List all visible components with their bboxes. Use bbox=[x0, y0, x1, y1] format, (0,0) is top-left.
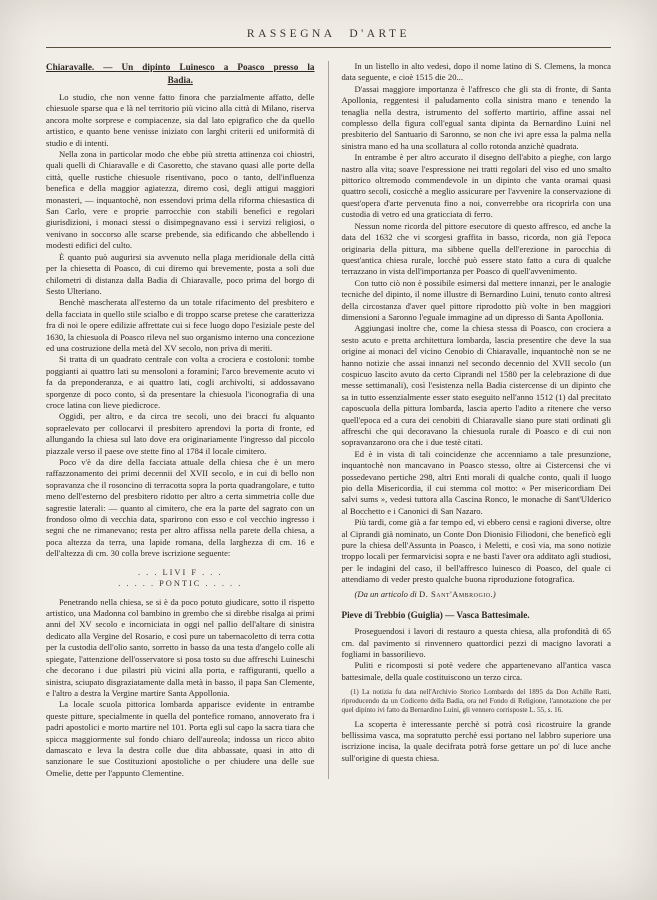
article-attribution bbox=[342, 589, 612, 600]
journal-masthead: RASSEGNA D'ARTE bbox=[246, 28, 411, 40]
body-paragraph: Aggiungasi inoltre che, come la chiesa stessa di Poasco, con crociera a sesto acuto e pretta architettura lombarda, lascia presentire che deve la sua origine ai monaci del vicino Cenobio di Chiaravalle, inquantochè non se ne hanno notizie che assai innanzi nel secondo decennio del XVII secolo (un cospicuo lascito avuto da certo Ciprandi nel 1580 per la celebrazione di due messe settimanali), così l'esistenza nella Badia cistercense di un dipinto che sa in tutto essenzialmente esser stato eseguito nell'anno 1512 (1) dal precitato caposcuola della pittura lombarda, lascia aperto l'adito a ritenere che verso quell'epoca ed a cura dei cenobiti di Chiaravalle siano pure stati ordinati gli affreschi che qui decoravano la chiesuola rurale di Poasco e di cui non sopravanzarono ora che i due testè citati. bbox=[341, 323, 611, 448]
inscription-line: . . . LIVI F . . . bbox=[137, 567, 223, 577]
body-paragraph: Penetrando nella chiesa, se si è da poco potuto giudicare, sotto il rispetto artistico, una Madonna col bambino in grembo che si direbbe risalga ai primi anni del XV secolo e incorniciata in oggi nel pallio dell'altare di sinistra dedicato alla Vergine del Rosario, e così pure un tabernacoletto di terra cotta per la custodia dell'olio santo, sorretto in basso da una testa d'angelo colle ali spiegate, l'attenzione dell'osservatore si posa tosto su due affreschi Luineschi che decorano i due pilastri più vicini alla porta, e raffiguranti, quello a sinistra, sciupato disgraziatamente dalla metà in basso, il papa San Clemente, e l'altro a destra la Vergine martire Santa Appollonia. bbox=[46, 596, 315, 698]
attribution-suffix: .) bbox=[490, 588, 496, 599]
body-paragraph: Più tardi, come già a far tempo ed, vi ebbero censi e ragioni diverse, oltre al Ciprandi già nominato, un Conte Don Dionisio Filiodoni, che beneficò egli pure la chiesa dell'Assunta in Poasco, i Meletti, e così via, ma sono notizie troppo locali per fermarvicisi sopra e ne basti l'aver ora additato agli studiosi, per le indagini del caso, il bell'affresco luinesco di Poasco, del quale ci attendiamo di veder presto qualche buona riproduzione fotografica. bbox=[341, 517, 611, 585]
body-paragraph: Lo studio, che non venne fatto finora che parzialmente affatto, delle chiesuole sparse qua e là nel territorio più vicino alla città di Milano, riserva ancora molte sorprese e compiacenze, sia dal lato epigrafico che da quello artistico, e quanto bene venisse iniziato con larghi criterii ed uniformità di studio e di intenti. bbox=[46, 92, 315, 148]
inscription-line: . . . . . PONTIC . . . . . bbox=[118, 579, 243, 589]
two-column-layout bbox=[46, 61, 611, 779]
body-paragraph: D'assai maggiore importanza è l'affresco che gli sta di fronte, di Santa Apollonia, reggentesi il paludamento colla sinistra mano e tenendo la tenaglia nella destra, istrumento del sofferto martirio, affine assai nel complesso della figura coll'egual santa dipinta da Bernardino Luini nel presbiterio del Santuario di Saronno, se non che ivi apre essa la palma nella sinistra mano ed ha una scollatura al collo rotonda anzichè quadrata. bbox=[341, 83, 611, 151]
body-paragraph: In entrambe è per altro accurato il disegno dell'abito a pieghe, con largo nastro alla vita; soave l'espressione nei tratti regolari del viso ed uno smalto pittorico oltremodo commendevole in un dipinto che vanta oramai quasi quattro secoli, cosicchè a meglio assicurare per l'avvenire la conservazione di quest'opera d'arte pervenuta fino a noi, converrebbe ora ricoprirla con una custodia di vetro ed una graticciata di ferro. bbox=[341, 152, 611, 220]
body-paragraph: È quanto può augurirsi sia avvenuto nella plaga meridionale della città per la chiesetta di Poasco, di cui diremo qui brevemente, posta a soli due chilometri di distanza dalla Badia di Chiaravalle, poco prima del borgo di Sesto Ulteriano. bbox=[46, 251, 315, 296]
body-paragraph: Nella zona in particolar modo che ebbe più stretta attinenza coi chiostri, quali quelli di Chiaravalle e di Casoretto, che stavano quasi alle porte della città, quelle rustiche chiesuole risentivano, poco o tanto, dell'influenza benefica e della maggior agiatezza, diremo così, degli attigui maggiori monasteri, — inquantochè, non essendovi prima della riforma chiesastica di San Carlo, vere e proprie parrocchie con stabili benefici e regolari giurisdizioni, i monaci stessi o disimpegnavano essi i servizi religiosi, o venivano in soccorso alle scarse prebende, sia edificando che abbellendo i modesti edifici del culto. bbox=[46, 149, 315, 251]
body-paragraph: Si tratta di un quadrato centrale con volta a crociera e costoloni: tombe poggianti ai quattro lati su mensoloni a foramini; l'arco brevemente acuto vi fa da preponderanza, e ai quattro lati, cogli archivolti, si addossavano sporgenze di poco conto, sì da presentare la chiesuola l'iconografia di una croce latina con lieve piedicroce. bbox=[46, 354, 315, 410]
latin-inscription bbox=[46, 567, 315, 590]
right-column bbox=[329, 61, 612, 764]
body-paragraph: Con tutto ciò non è possibile esimersi dal mettere innanzi, per le analogie tecniche del dipinto, il nome illustre di Bernardino Luini, tenuto conto altresì della circostanza d'aver quel pittore riprodotto più volte in ben maggiori dimensioni a Saronno l'eguale immagine ad un dipresso di Santa Apollonia. bbox=[341, 277, 611, 322]
body-paragraph: In un listello in alto vedesi, dopo il nome latino di S. Clemens, la monca data seguente, e cioè 1515 die 20... bbox=[341, 61, 611, 83]
article-title-line-2: Badia. bbox=[167, 75, 193, 85]
body-paragraph: Poco v'è da dire della facciata attuale della chiesa che è un mero raffazzonamento dei primi decennii del XVII secolo, e in cui di bello non sopravanza che il rosoncino di terracotta sopra la porta quadrangolare, e tutto meno dell'esterno del presbitero ridotto per altro a certa simmetria colle due sagrestie laterali: — quanto al cimitero, che era la parte del sagrato con un frondoso olmo di vecchia data, sparirono con esso e col vecchio ingresso i segni che ne rimanevano; resta per altro affissa nella parete della chiesa, a poca altezza da terra, una lapide romana, della larghezza di cm. 16 e dell'altezza di cm. 30 colla breve iscrizione seguente: bbox=[46, 457, 315, 559]
body-paragraph: Proseguendosi i lavori di restauro a questa chiesa, alla profondità di 65 cm. dal pavimento si rinvennero quattordici pezzi di macigno lavorati a fogliami in bassorilievo. bbox=[341, 626, 611, 659]
body-paragraph: Ed è in vista di tali coincidenze che accenniamo a tale presunzione, inquantochè non mancavano in Poasco stesso, oltre ai Cistercensi che vi possedevano pertiche 298, altri Enti morali di qualche conto, quali il luogo pio della Misericordia, il cui stemma col motto: « Per misericordiam Dei salvi sums », vedesi tuttora alla Cascina Ronco, le monache di Sant'Ulderico al Bocchetto e i Canonici di San Nazaro. bbox=[341, 448, 611, 516]
attribution-author-name: D. Sant'Ambrogio bbox=[418, 588, 491, 599]
body-paragraph: Nessun nome ricorda del pittore esecutore di questo affresco, ed anche la data del 1632 che vi scorgesi graffita in basso, ricorda, non già l'epoca originaria della pittura, ma sibbene quella dell'erezione in parocchia di quest'antica chiesa rurale, locchè può essere stato fatto a cura di qualche terrazzano in vista dell'importanza per Poasco di quell'avvenimento. bbox=[341, 220, 611, 277]
body-paragraph: Benchè mascherata all'esterno da un totale rifacimento del presbitero e della facciata in quello stile scialbo e di troppo scarse pretese che caratterizza fra di noi le opere edilizie affrettate cui si fece luogo dopo l'esiziale peste del 1630, la chiesuola di Poasco rileva nel suo organismo interno una concezione ed una costruzione della metà del XV secolo, non priva di meriti. bbox=[46, 297, 315, 353]
attribution-prefix: (Da un articolo di bbox=[354, 588, 419, 599]
body-paragraph: Puliti e ricomposti si potè vedere che appartenevano all'antica vasca battesimale, della quale costituiscono un terzo circa. bbox=[341, 660, 611, 682]
body-paragraph: Oggidì, per altro, e da circa tre secoli, uno dei bracci fu alquanto sopraelevato per collocarvi il presbitero aprendovi la porta di fronte, ed allungando la chiesa sul lato dove era originariamente l'ingresso dal piccolo piazzale verso il paese ove stette fino al 1784 il locale cimitero. bbox=[46, 411, 315, 456]
section-title: Pieve di Trebbio (Guiglia) — Vasca Battesimale. bbox=[341, 610, 530, 621]
masthead-rule bbox=[46, 47, 611, 48]
footnote: (1) La notizia fu data nell'Archivio Storico Lombardo del 1895 da Don Achille Ratti, riproducendo da un Codicetto della Badia, ora nel Fondo di Religione, l'annotazione che per quel dipinto ivi fatto da Bernardino Luini, gli vennero corrisposte L. 55, s. 16. bbox=[341, 688, 611, 714]
article-title-line-1: Chiaravalle. — Un dipinto Luinesco a Poasco presso la bbox=[46, 62, 315, 72]
left-column bbox=[46, 61, 329, 779]
body-paragraph: La locale scuola pittorica lombarda apparisce evidente in entrambe queste pitture, specialmente in quella del pontefice romano, annoverato fra i padri apostolici e morto martire nel 101. Porta egli sul capo la sacra tiara che spicca maggiormente sul fondo chiaro dell'aureola; indossa un ricco abito damascato e leva la destra colle due dita abbassate, quasi in atto di sanzionare le sue Costituzioni apostoliche o per chiudere una delle sue Omelie, dette per l'appunto Clementine. bbox=[46, 699, 315, 778]
body-paragraph: La scoperta è interessante perchè si potrà così ricostruire la grande bellissima vasca, ma sopratutto perchè essi portano nel labbro superiore una iscrizione incisa, la quale decifrata potrà forse gettare un po' di luce anche sull'origine di questa chiesa. bbox=[341, 718, 611, 763]
article-title bbox=[46, 61, 315, 87]
